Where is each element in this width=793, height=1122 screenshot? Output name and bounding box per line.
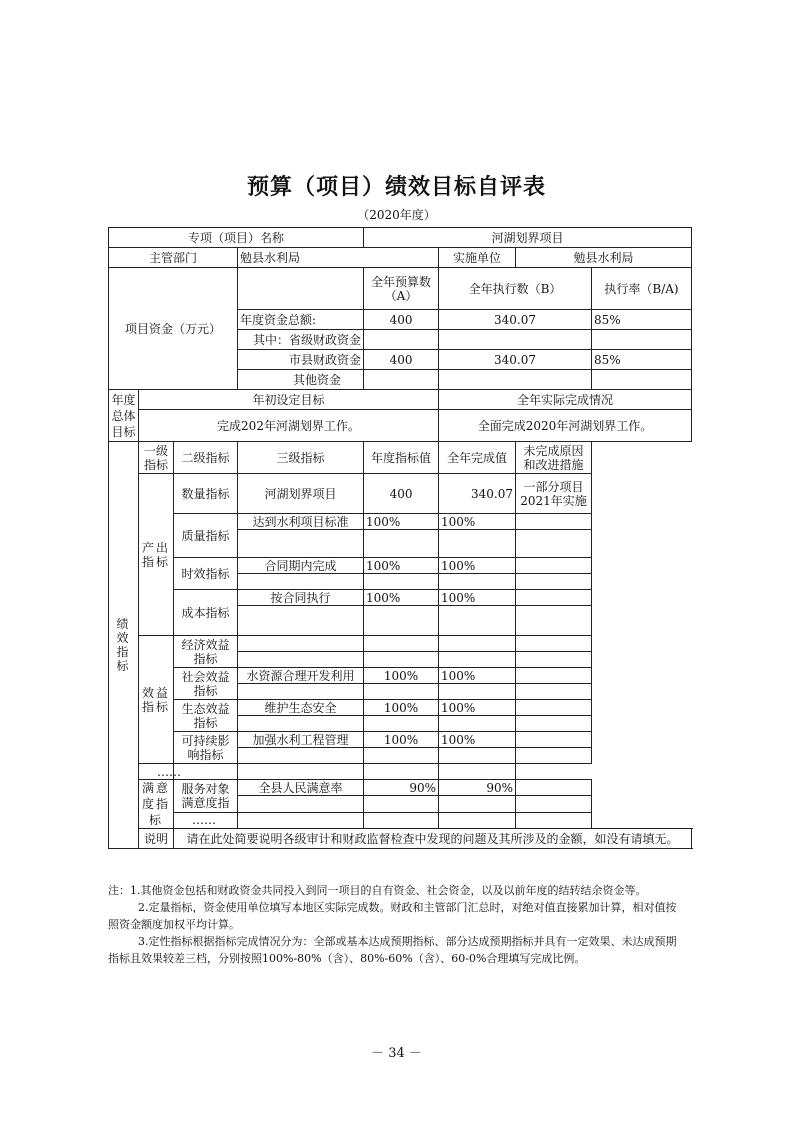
perf-h6: 未完成原因和改进措施 xyxy=(516,442,592,474)
blank-cell xyxy=(238,764,364,780)
blank-cell xyxy=(238,652,364,668)
blank-cell xyxy=(439,652,516,668)
blank-cell xyxy=(364,652,439,668)
funds-budget-header: 全年预算数（A） xyxy=(364,268,439,310)
blank-cell xyxy=(364,530,439,558)
goal-set-header: 年初设定目标 xyxy=(139,390,439,410)
footnote-line: 指标且效果较差三档，分别按照100%-80%（含）、80%-60%（含）、60-0%合理填写完成比例。 xyxy=(108,952,586,965)
project-name-value: 河湖划界项目 xyxy=(364,228,692,248)
blank-cell xyxy=(516,574,592,590)
cost-reason xyxy=(516,590,592,606)
blank-cell xyxy=(516,796,592,812)
blank-cell xyxy=(238,636,364,652)
timeliness-name: 时效指标 xyxy=(174,558,238,590)
funds-row-budget xyxy=(364,370,439,390)
economic-name: 经济效益指标 xyxy=(174,636,238,668)
blank-cell xyxy=(516,716,592,732)
perf-h2: 二级指标 xyxy=(174,442,238,474)
sustain-reason xyxy=(516,732,592,748)
blank-cell xyxy=(238,812,364,828)
funds-row-label: 其他资金 xyxy=(238,370,364,390)
footnote-line: 注：1.其他资金包括和财政资金共同投入到同一项目的自有资金、社会资金，以及以前年度的结转结余资金等。 xyxy=(108,884,647,897)
social-complete: 100% xyxy=(439,668,516,684)
goal-actual-value: 全面完成2020年河湖划界工作。 xyxy=(439,410,692,442)
perf-h5: 全年完成值 xyxy=(439,442,516,474)
blank-cell xyxy=(364,812,439,828)
footnote-line: 3.定性指标根据指标完成情况分为：全部或基本达成预期指标、部分达成预期指标并具有一定效果、未达成预期 xyxy=(138,935,677,948)
social-value: 100% xyxy=(364,668,439,684)
satisfaction-indicator-label: 满意度指标 xyxy=(139,780,174,829)
quality-value: 100% xyxy=(364,514,439,530)
social-l3: 水资源合理开发利用 xyxy=(238,668,364,684)
impl-unit-value: 勉县水利局 xyxy=(516,248,692,268)
funds-row-rate xyxy=(592,330,692,350)
blank-cell xyxy=(516,812,592,828)
eco-value: 100% xyxy=(364,700,439,716)
blank-cell xyxy=(238,748,364,764)
ellipsis: …… xyxy=(174,812,238,828)
timeliness-value: 100% xyxy=(364,558,439,574)
perf-h4: 年度指标值 xyxy=(364,442,439,474)
funds-rate-header: 执行率（B/A) xyxy=(592,268,692,310)
funds-row-exec xyxy=(439,370,592,390)
page-number: － 34 － xyxy=(371,1046,422,1061)
blank-cell xyxy=(174,764,238,780)
year-subtitle: （2020年度） xyxy=(357,208,436,222)
perf-label: 绩效指标 xyxy=(109,442,139,849)
footnote-line: 照资金额度加权平均计算。 xyxy=(108,918,240,931)
funds-row-rate: 85% xyxy=(592,310,692,330)
blank-cell xyxy=(439,748,516,764)
goal-actual-header: 全年实际完成情况 xyxy=(439,390,692,410)
timeliness-complete: 100% xyxy=(439,558,516,574)
quantity-reason: 一部分项目2021年实施 xyxy=(516,474,592,514)
blank-cell xyxy=(364,796,439,812)
blank-cell xyxy=(238,684,364,700)
blank-cell xyxy=(364,574,439,590)
project-name-label: 专项（项目）名称 xyxy=(109,228,364,248)
quality-reason xyxy=(516,514,592,530)
impl-unit-label: 实施单位 xyxy=(439,248,516,268)
cost-complete: 100% xyxy=(439,590,516,606)
blank-cell xyxy=(516,530,592,558)
quantity-name: 数量指标 xyxy=(174,474,238,514)
funds-row-label: 市县财政资金 xyxy=(238,350,364,370)
footnote-line: 2.定量指标，资金使用单位填写本地区实际完成数。财政和主管部门汇总时，对绝对值直接累加计算，相对值按 xyxy=(138,901,677,914)
ellipsis: …… xyxy=(139,764,174,780)
blank-cell xyxy=(364,606,439,636)
blank-cell xyxy=(364,684,439,700)
output-indicator-label: 产出指标 xyxy=(139,474,174,636)
footnotes xyxy=(108,882,708,967)
quantity-value: 400 xyxy=(364,474,439,514)
blank-cell xyxy=(439,796,516,812)
annual-goal-label: 年度总体目标 xyxy=(109,390,139,442)
cost-value: 100% xyxy=(364,590,439,606)
goal-set-value: 完成202年河湖划界工作。 xyxy=(139,410,439,442)
funds-label: 项目资金（万元） xyxy=(109,268,238,390)
blank-cell xyxy=(364,636,439,652)
funds-row-rate xyxy=(592,370,692,390)
blank-cell xyxy=(238,574,364,590)
eco-complete: 100% xyxy=(439,700,516,716)
funds-row-label: 其中：省级财政资金 xyxy=(238,330,364,350)
funds-row-exec: 340.07 xyxy=(439,350,592,370)
service-complete: 90% xyxy=(439,780,516,796)
service-value: 90% xyxy=(364,780,439,796)
quality-name: 质量指标 xyxy=(174,514,238,558)
blank-cell xyxy=(439,636,516,652)
social-reason xyxy=(516,668,592,684)
funds-row-label: 年度资金总额: xyxy=(238,310,364,330)
blank-cell xyxy=(439,684,516,700)
blank-cell xyxy=(516,606,592,636)
blank-cell xyxy=(516,748,592,764)
cost-l3: 按合同执行 xyxy=(238,590,364,606)
sustain-name: 可持续影响指标 xyxy=(174,732,238,764)
blank-cell xyxy=(238,796,364,812)
eco-reason xyxy=(516,700,592,716)
quality-l3: 达到水利项目标准 xyxy=(238,514,364,530)
blank-cell xyxy=(439,574,516,590)
remark-text: 请在此处简要说明各级审计和财政监督检查中发现的问题及其所涉及的金额，如没有请填无。 xyxy=(174,829,692,849)
blank-cell xyxy=(364,716,439,732)
blank-cell xyxy=(439,764,516,780)
blank-cell xyxy=(238,530,364,558)
blank-cell xyxy=(439,716,516,732)
perf-h3: 三级指标 xyxy=(238,442,364,474)
dept-label: 主管部门 xyxy=(109,248,238,268)
eco-name: 生态效益指标 xyxy=(174,700,238,732)
blank-cell xyxy=(364,748,439,764)
social-name: 社会效益指标 xyxy=(174,668,238,700)
quantity-l3: 河湖划界项目 xyxy=(238,474,364,514)
funds-row-rate: 85% xyxy=(592,350,692,370)
funds-row-budget: 400 xyxy=(364,310,439,330)
quantity-complete: 340.07 xyxy=(439,474,516,514)
page-title: 预算（项目）绩效目标自评表 xyxy=(246,174,546,200)
benefit-indicator-label: 效益指标 xyxy=(139,636,174,764)
timeliness-l3: 合同期内完成 xyxy=(238,558,364,574)
funds-exec-header: 全年执行数（B） xyxy=(439,268,592,310)
blank-cell xyxy=(439,606,516,636)
blank-cell xyxy=(516,636,592,652)
dept-value: 勉县水利局 xyxy=(238,248,439,268)
perf-h1: 一级指标 xyxy=(139,442,174,474)
quality-complete: 100% xyxy=(439,514,516,530)
blank-cell xyxy=(516,684,592,700)
blank-cell xyxy=(238,606,364,636)
cost-name: 成本指标 xyxy=(174,590,238,636)
sustain-complete: 100% xyxy=(439,732,516,748)
service-reason xyxy=(516,780,592,796)
blank-cell xyxy=(439,530,516,558)
blank-cell xyxy=(364,764,439,780)
blank-cell xyxy=(439,812,516,828)
service-l3: 全县人民满意率 xyxy=(238,780,364,796)
funds-row-budget: 400 xyxy=(364,350,439,370)
funds-row-exec: 340.07 xyxy=(439,310,592,330)
eco-l3: 维护生态安全 xyxy=(238,700,364,716)
self-evaluation-table xyxy=(108,227,692,849)
funds-row-budget xyxy=(364,330,439,350)
timeliness-reason xyxy=(516,558,592,574)
sustain-l3: 加强水利工程管理 xyxy=(238,732,364,748)
remark-label: 说明 xyxy=(139,829,174,849)
blank-cell xyxy=(516,652,592,668)
service-name: 服务对象满意度指 xyxy=(174,780,238,813)
blank-cell xyxy=(238,716,364,732)
funds-blank-header xyxy=(238,268,364,310)
funds-row-exec xyxy=(439,330,592,350)
sustain-value: 100% xyxy=(364,732,439,748)
